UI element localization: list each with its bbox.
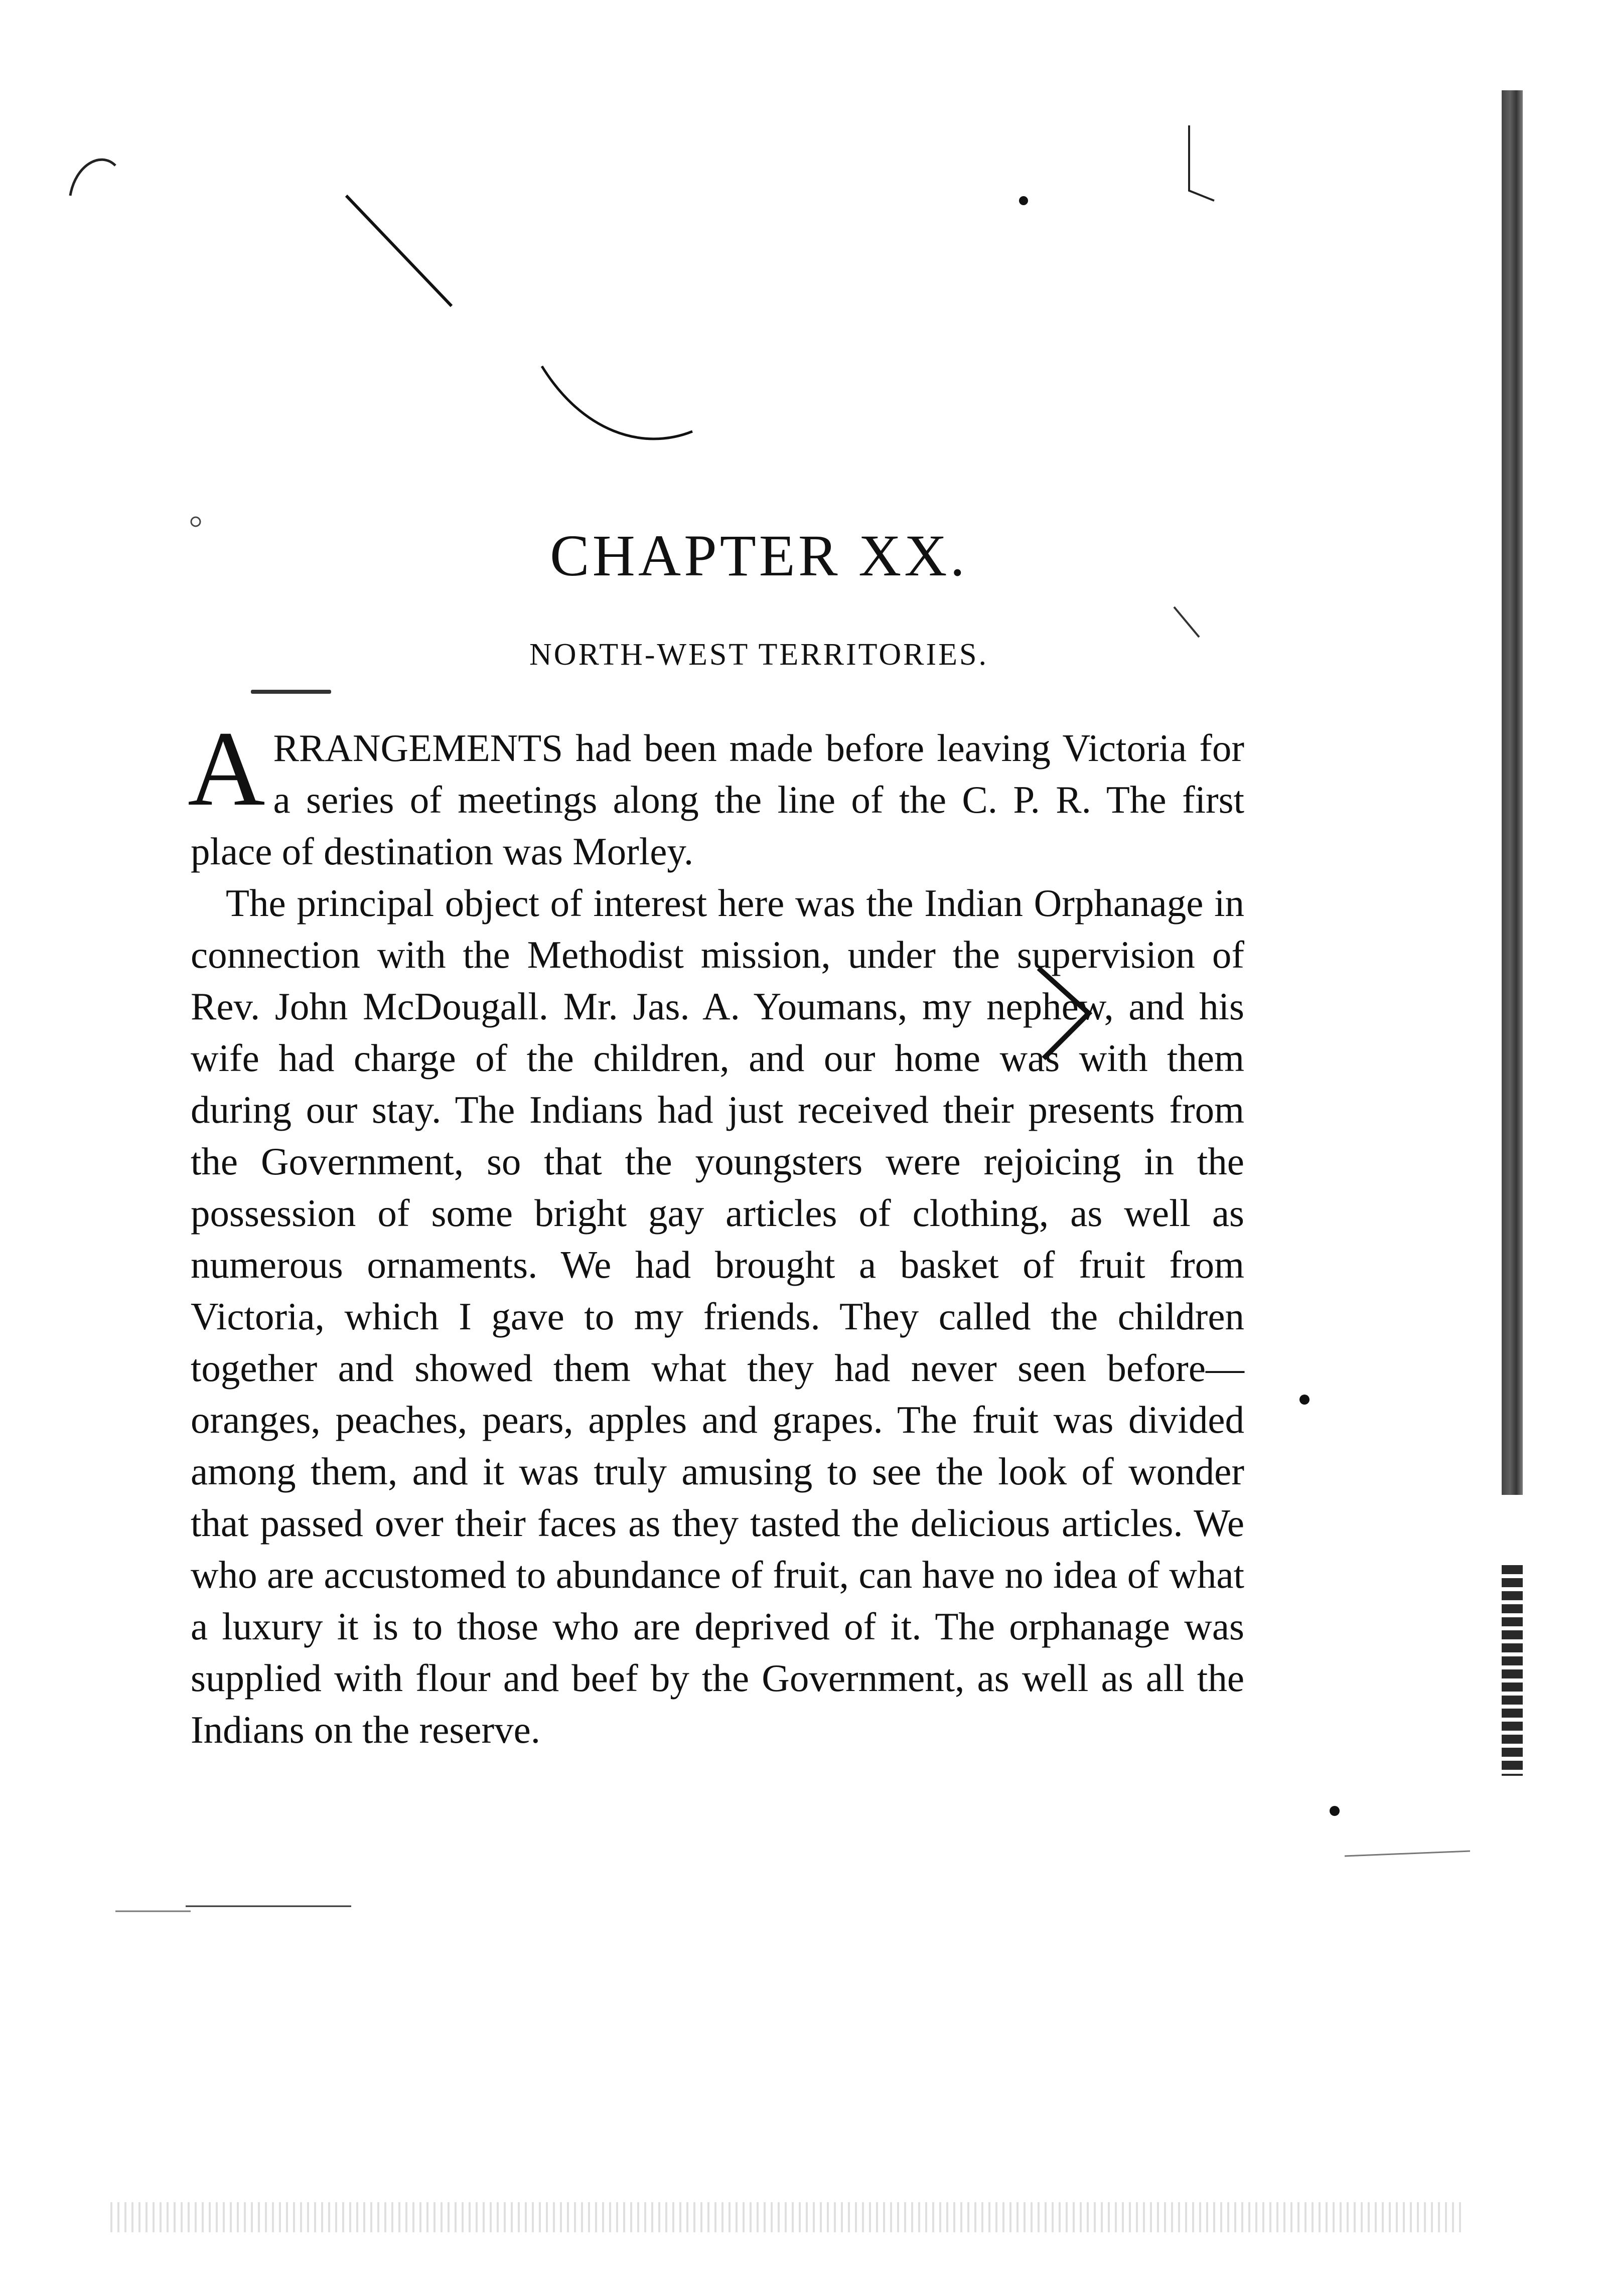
section-heading: NORTH-WEST TERRITORIES.: [529, 638, 988, 672]
decorative-rule: [251, 690, 331, 694]
pencil-stroke-diagonal: [346, 196, 452, 306]
pencil-tick-heading: [1174, 607, 1199, 637]
line-right-margin: [1345, 1851, 1470, 1856]
paragraph-1: [188, 709, 1244, 877]
body-text: [188, 709, 1244, 1756]
pencil-curve: [542, 366, 692, 439]
drop-cap: A: [188, 709, 265, 828]
paragraph-2: The principal object of interest here was the Indian Orphanage in connection with the Methodist mission, under the supervision of Rev. John McDougall. Mr. Jas. A. Youmans, my nephew, and his wife had charge of the children, and our home was with them during our stay. The Indians had just received their presents from the Government, so that the youngsters were rejoicing in the possession of some bright gay articles of clothing, as well as numerous ornaments. We had brought a basket of fruit from Victoria, which I gave to my friends. They called the children together and showed them what they had never seen before—oranges, peaches, pears, apples and grapes. The fruit was divided among them, and it was truly amusing to see the look of wonder that passed over their faces as they tasted the delicious articles. We who are accustomed to abundance of fruit, can have no idea of what a luxury it is to those who are deprived of it. The orphanage was supplied with flour and beef by the Government, as well as all the Indians on the reserve.: [191, 881, 1244, 1751]
pencil-mark-top-left: [70, 160, 115, 196]
page-edge-shadow: [1502, 90, 1523, 1495]
paragraph-1-text: RRANGEMENTS had been made before leaving Victoria for a series of meetings along the line of the C. P. R. The first place of destination was Morley.: [191, 726, 1244, 873]
page-edge-shadow-lower: [1502, 1565, 1523, 1776]
scan-noise: [110, 2202, 1465, 2232]
pencil-mark-top-right: [1189, 125, 1214, 201]
chapter-heading: CHAPTER XX.: [549, 523, 968, 588]
